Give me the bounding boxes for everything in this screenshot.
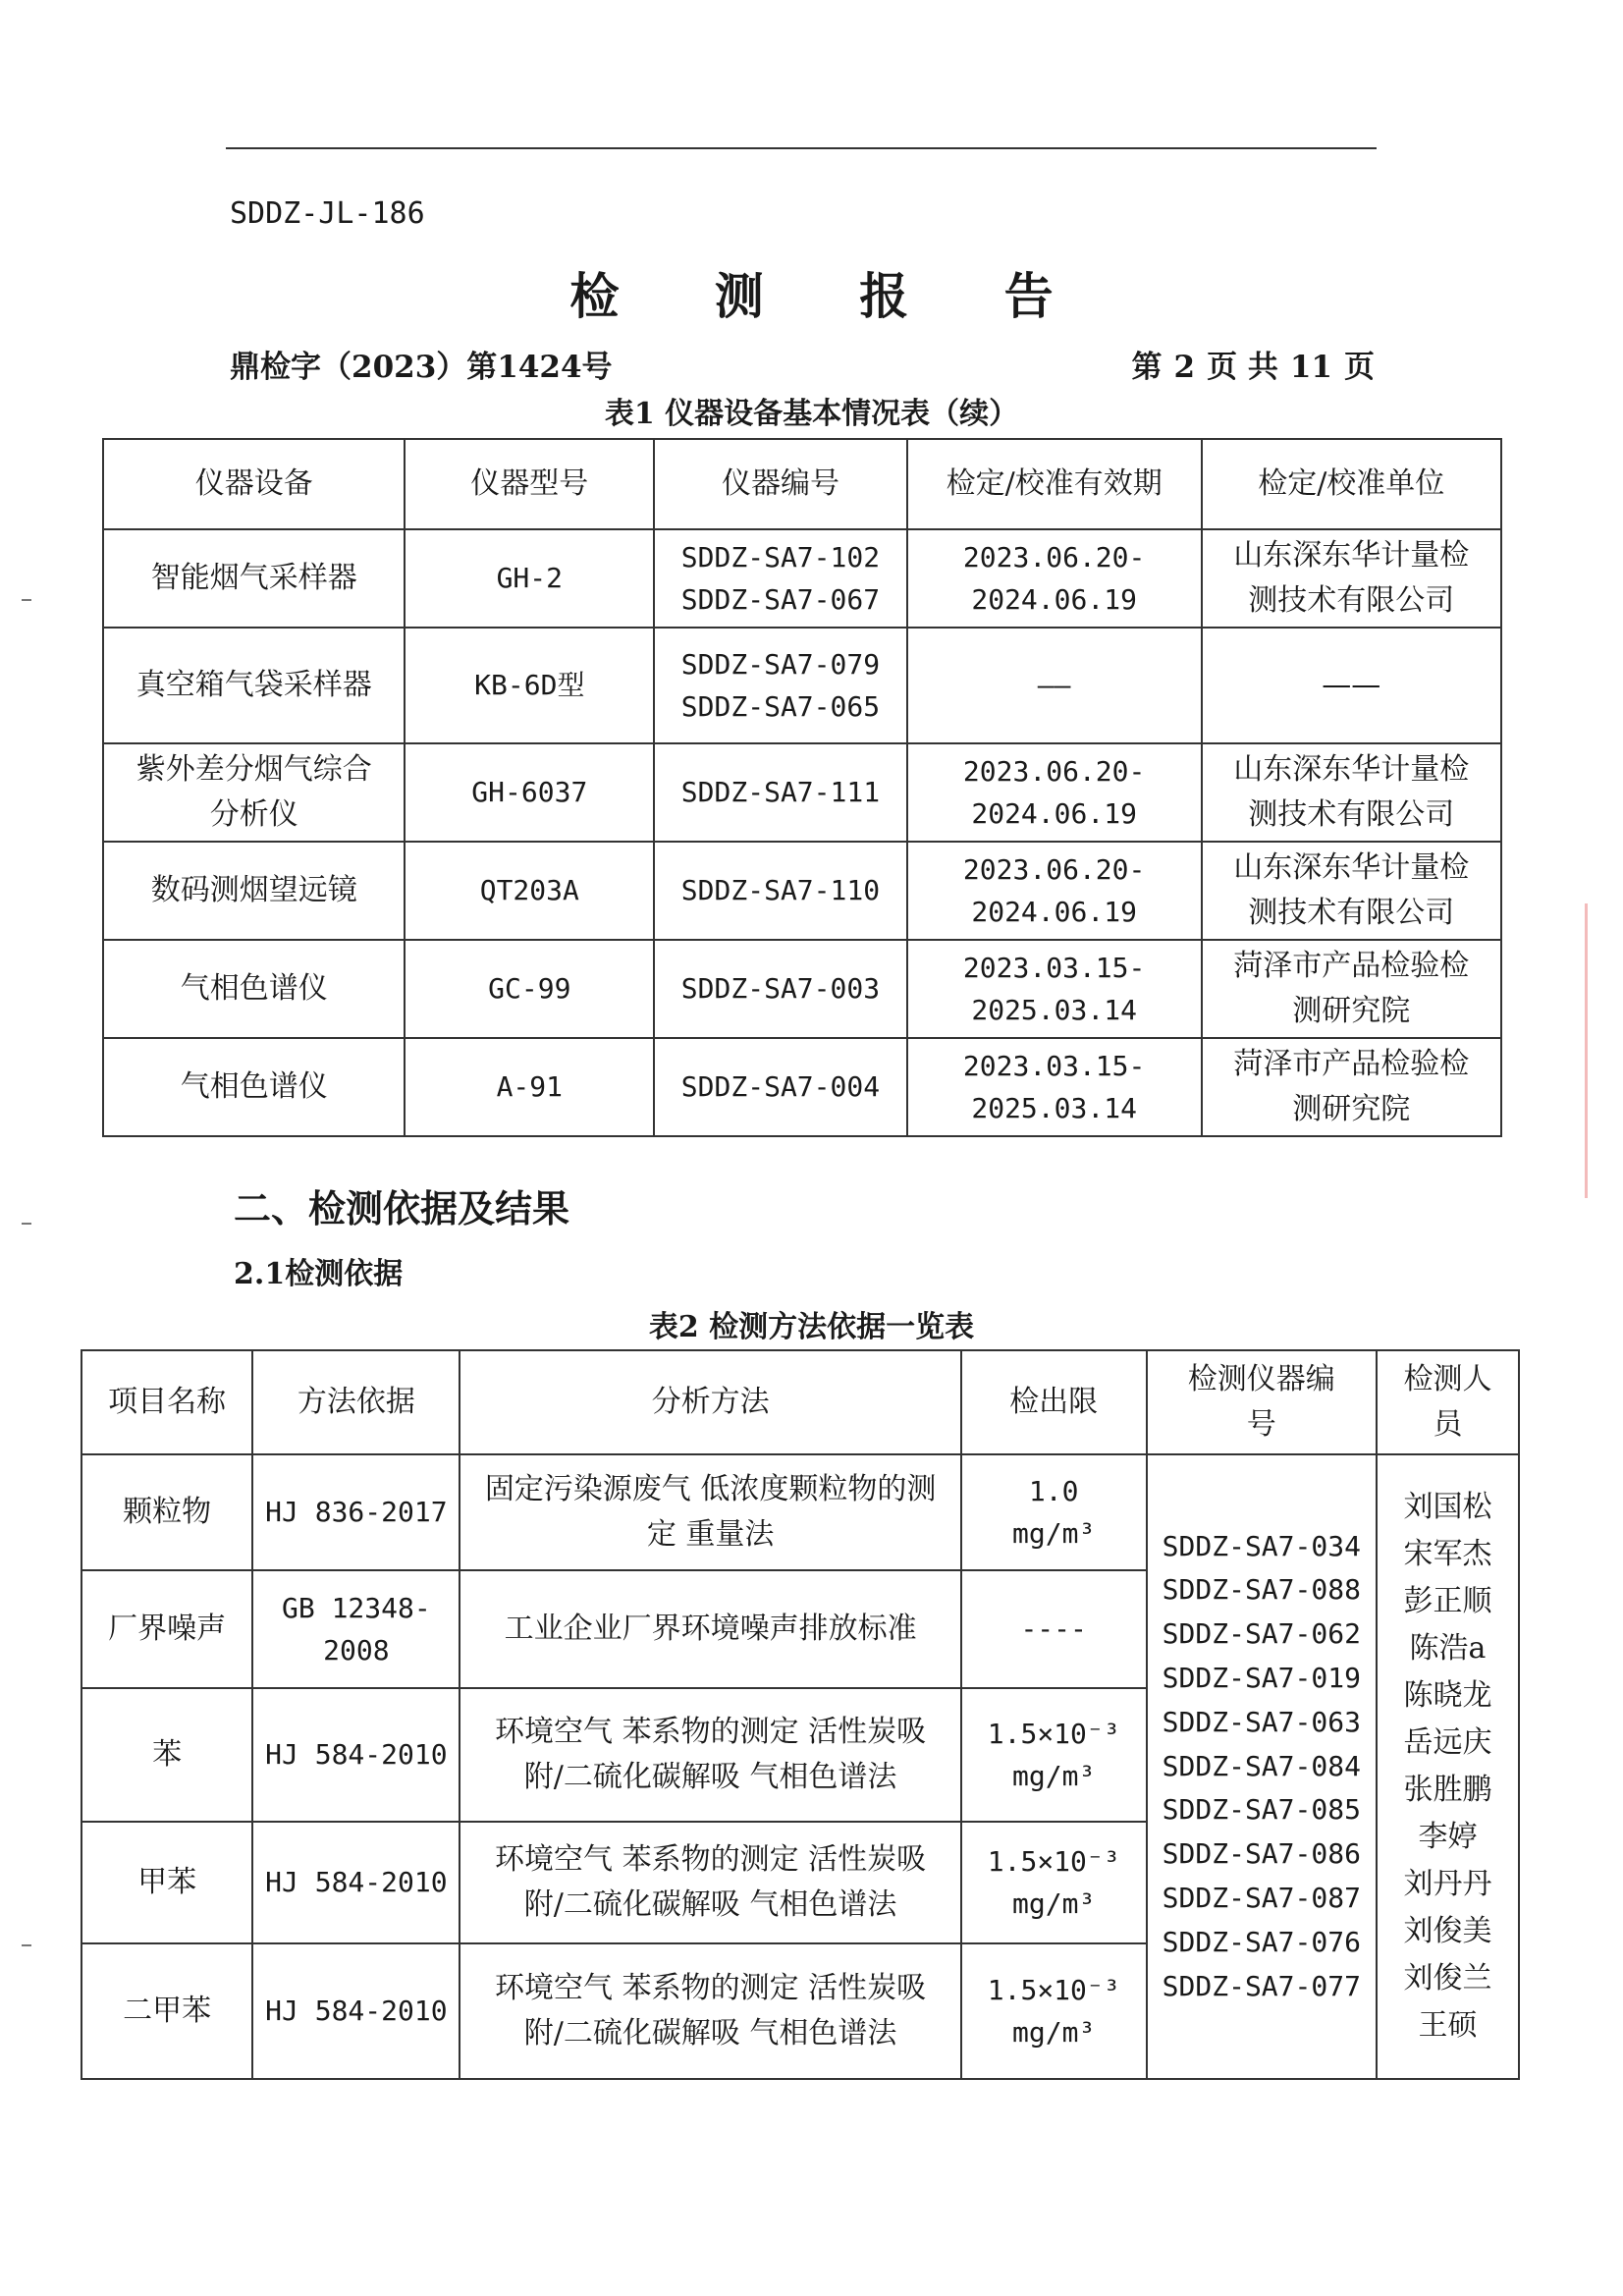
cell-line: 岳远庆 <box>1403 1725 1492 1760</box>
instrument-name-cell: 真空箱气袋采样器 <box>103 628 405 743</box>
cell-line: 2025.03.14 <box>971 1092 1137 1124</box>
cell-line: SDDZ-SA7-067 <box>680 583 881 616</box>
item-name-cell: 苯 <box>81 1688 252 1822</box>
cell-line: SDDZ-SA7-102 <box>680 540 881 574</box>
cell-line: 陈浩a <box>1409 1631 1487 1666</box>
validity-cell <box>907 529 1202 628</box>
cell-line: 2023.03.15- <box>962 1049 1146 1082</box>
report-reference-row <box>230 342 1375 386</box>
cell-line: SDDZ-SA7-019 <box>1162 1662 1361 1694</box>
cell-line: 菏泽市产品检验检 <box>1233 948 1470 983</box>
table-row <box>103 529 1501 628</box>
instrument-id-cell <box>654 842 907 940</box>
detection-limit-cell: 1.5×10⁻³ mg/m³ <box>961 1943 1147 2079</box>
instrument-id-cell <box>654 940 907 1038</box>
cell-line: SDDZ-SA7-110 <box>680 874 881 907</box>
instrument-id-list <box>1147 1454 1377 2079</box>
document-code: SDDZ-JL-186 <box>230 196 425 231</box>
cell-line: 山东深东华计量检 <box>1233 849 1470 885</box>
cell-line: 王硕 <box>1418 2008 1478 2043</box>
header-rule <box>226 147 1377 149</box>
table-row <box>103 1038 1501 1136</box>
instrument-id-cell <box>654 529 907 628</box>
cell-line: 2025.03.14 <box>971 994 1137 1026</box>
cell-line: 2023.06.20- <box>962 754 1146 788</box>
calibration-unit-cell <box>1202 743 1501 842</box>
instrument-table <box>102 438 1502 1137</box>
table-header-row <box>103 439 1501 529</box>
detection-limit-cell: ---- <box>961 1570 1147 1688</box>
cell-line: 宋军杰 <box>1403 1537 1492 1571</box>
header-cell: 仪器编号 <box>654 439 907 529</box>
cell-line: SDDZ-SA7-062 <box>1162 1617 1361 1651</box>
header-cell: 检定/校准有效期 <box>907 439 1202 529</box>
cell-line: SDDZ-SA7-079 <box>680 647 881 681</box>
instrument-id-cell <box>654 628 907 743</box>
instrument-name-cell: 紫外差分烟气综合分析仪 <box>103 743 405 842</box>
model-cell: QT203A <box>405 842 654 940</box>
calibration-unit-cell <box>1202 940 1501 1038</box>
instrument-name-cell: 智能烟气采样器 <box>103 529 405 628</box>
cell-line: 2023.06.20- <box>962 852 1146 886</box>
cell-line: SDDZ-SA7-034 <box>1162 1529 1361 1562</box>
table-row <box>103 842 1501 940</box>
cell-line: SDDZ-SA7-088 <box>1162 1573 1361 1607</box>
calibration-unit-cell <box>1202 529 1501 628</box>
analysis-method-cell: 工业企业厂界环境噪声排放标准 <box>460 1570 960 1688</box>
item-name-cell: 颗粒物 <box>81 1454 252 1570</box>
table-header-row <box>81 1350 1519 1454</box>
table-row <box>103 628 1501 743</box>
red-seal-fragment <box>1585 903 1623 1198</box>
cell-line: 山东深东华计量检 <box>1233 537 1470 573</box>
inspector-list <box>1377 1454 1519 2079</box>
subsection-title: 2.1检测依据 <box>234 1257 404 1291</box>
item-name-cell: 厂界噪声 <box>81 1570 252 1688</box>
header-cell: 检出限 <box>961 1350 1147 1454</box>
method-basis-cell: HJ 584-2010 <box>252 1822 460 1943</box>
instrument-name-cell: 气相色谱仪 <box>103 940 405 1038</box>
header-cell: 仪器型号 <box>405 439 654 529</box>
cell-line: SDDZ-SA7-077 <box>1162 1969 1361 2002</box>
cell-line: 2024.06.19 <box>971 583 1137 616</box>
cell-line: 测研究院 <box>1292 1092 1411 1126</box>
instrument-id-cell <box>654 743 907 842</box>
calibration-unit-cell <box>1202 842 1501 940</box>
margin-mark <box>22 1944 31 1946</box>
instrument-id-cell <box>654 1038 907 1136</box>
cell-line: 刘俊美 <box>1403 1914 1492 1948</box>
margin-mark <box>22 1223 31 1225</box>
analysis-method-cell: 环境空气 苯系物的测定 活性炭吸附/二硫化碳解吸 气相色谱法 <box>460 1822 960 1943</box>
cell-line: SDDZ-SA7-085 <box>1162 1793 1361 1827</box>
model-cell: GH-2 <box>405 529 654 628</box>
validity-cell <box>907 940 1202 1038</box>
method-basis-cell: HJ 584-2010 <box>252 1688 460 1822</box>
cell-line: 测研究院 <box>1292 994 1411 1028</box>
report-title: 检 测 报 告 <box>569 267 1093 325</box>
analysis-method-cell: 固定污染源废气 低浓度颗粒物的测定 重量法 <box>460 1454 960 1570</box>
table-row <box>103 940 1501 1038</box>
cell-line: 刘俊兰 <box>1403 1961 1492 1995</box>
method-basis-cell: HJ 584-2010 <box>252 1943 460 2079</box>
header-cell: 方法依据 <box>252 1350 460 1454</box>
cell-line: 测技术有限公司 <box>1248 797 1455 832</box>
cell-line: —— <box>1322 667 1381 702</box>
page-total: 11 <box>1289 350 1332 385</box>
analysis-method-cell: 环境空气 苯系物的测定 活性炭吸附/二硫化碳解吸 气相色谱法 <box>460 1943 960 2079</box>
header-cell: 检定/校准单位 <box>1202 439 1501 529</box>
table2-caption: 表2 检测方法依据一览表 <box>648 1310 975 1344</box>
item-name-cell: 二甲苯 <box>81 1943 252 2079</box>
cell-line: 张胜鹏 <box>1403 1773 1492 1807</box>
validity-cell <box>907 1038 1202 1136</box>
cell-line: 刘国松 <box>1403 1490 1492 1524</box>
header-cell: 分析方法 <box>460 1350 960 1454</box>
item-name-cell: 甲苯 <box>81 1822 252 1943</box>
detection-limit-cell: 1.5×10⁻³ mg/m³ <box>961 1688 1147 1822</box>
cell-line: SDDZ-SA7-084 <box>1162 1749 1361 1782</box>
page-indicator: 第 2 页 共 11 页 <box>1131 350 1375 385</box>
cell-line: SDDZ-SA7-111 <box>680 776 881 809</box>
detection-limit-cell: 1.5×10⁻³ mg/m³ <box>961 1822 1147 1943</box>
cell-line: 测技术有限公司 <box>1248 896 1455 930</box>
report-number: 鼎检字（2023）第1424号 <box>230 350 613 385</box>
analysis-method-cell: 环境空气 苯系物的测定 活性炭吸附/二硫化碳解吸 气相色谱法 <box>460 1688 960 1822</box>
cell-line: 2023.06.20- <box>962 540 1146 574</box>
model-cell: KB-6D型 <box>405 628 654 743</box>
page-number: 2 <box>1173 350 1196 385</box>
cell-line: 测技术有限公司 <box>1248 583 1455 618</box>
instrument-name-cell: 气相色谱仪 <box>103 1038 405 1136</box>
header-cell: 仪器设备 <box>103 439 405 529</box>
cell-line: SDDZ-SA7-076 <box>1162 1925 1361 1958</box>
model-cell: GH-6037 <box>405 743 654 842</box>
header-cell: 检测人员 <box>1377 1350 1519 1454</box>
header-cell: 检测仪器编号 <box>1147 1350 1377 1454</box>
cell-line: —— <box>1037 669 1071 702</box>
section-title: 二、检测依据及结果 <box>234 1186 570 1230</box>
cell-line: SDDZ-SA7-063 <box>1162 1705 1361 1738</box>
cell-line: SDDZ-SA7-003 <box>680 972 881 1006</box>
model-cell: GC-99 <box>405 940 654 1038</box>
calibration-unit-cell <box>1202 628 1501 743</box>
instrument-name-cell: 数码测烟望远镜 <box>103 842 405 940</box>
table-row <box>81 1454 1519 1570</box>
cell-line: 2024.06.19 <box>971 896 1137 928</box>
cell-line: 刘丹丹 <box>1403 1867 1492 1901</box>
cell-line: SDDZ-SA7-004 <box>680 1070 881 1104</box>
validity-cell <box>907 743 1202 842</box>
cell-line: 2024.06.19 <box>971 797 1137 830</box>
calibration-unit-cell <box>1202 1038 1501 1136</box>
cell-line: 山东深东华计量检 <box>1233 751 1470 787</box>
table-row <box>103 743 1501 842</box>
validity-cell <box>907 842 1202 940</box>
cell-line: SDDZ-SA7-086 <box>1162 1837 1361 1871</box>
header-cell: 项目名称 <box>81 1350 252 1454</box>
table1-caption: 表1 仪器设备基本情况表（续） <box>604 397 1019 431</box>
cell-line: 菏泽市产品检验检 <box>1233 1046 1470 1081</box>
cell-line: 陈晓龙 <box>1403 1678 1492 1713</box>
cell-line: SDDZ-SA7-065 <box>680 690 881 723</box>
method-basis-cell: HJ 836-2017 <box>252 1454 460 1570</box>
margin-mark <box>22 599 31 601</box>
cell-line: 2023.03.15- <box>962 951 1146 984</box>
method-basis-cell: GB 12348-2008 <box>252 1570 460 1688</box>
detection-limit-cell: 1.0 mg/m³ <box>961 1454 1147 1570</box>
cell-line: SDDZ-SA7-087 <box>1162 1881 1361 1914</box>
cell-line: 彭正顺 <box>1403 1584 1492 1618</box>
validity-cell <box>907 628 1202 743</box>
method-table <box>81 1349 1520 2080</box>
model-cell: A-91 <box>405 1038 654 1136</box>
cell-line: 李婷 <box>1418 1820 1478 1854</box>
